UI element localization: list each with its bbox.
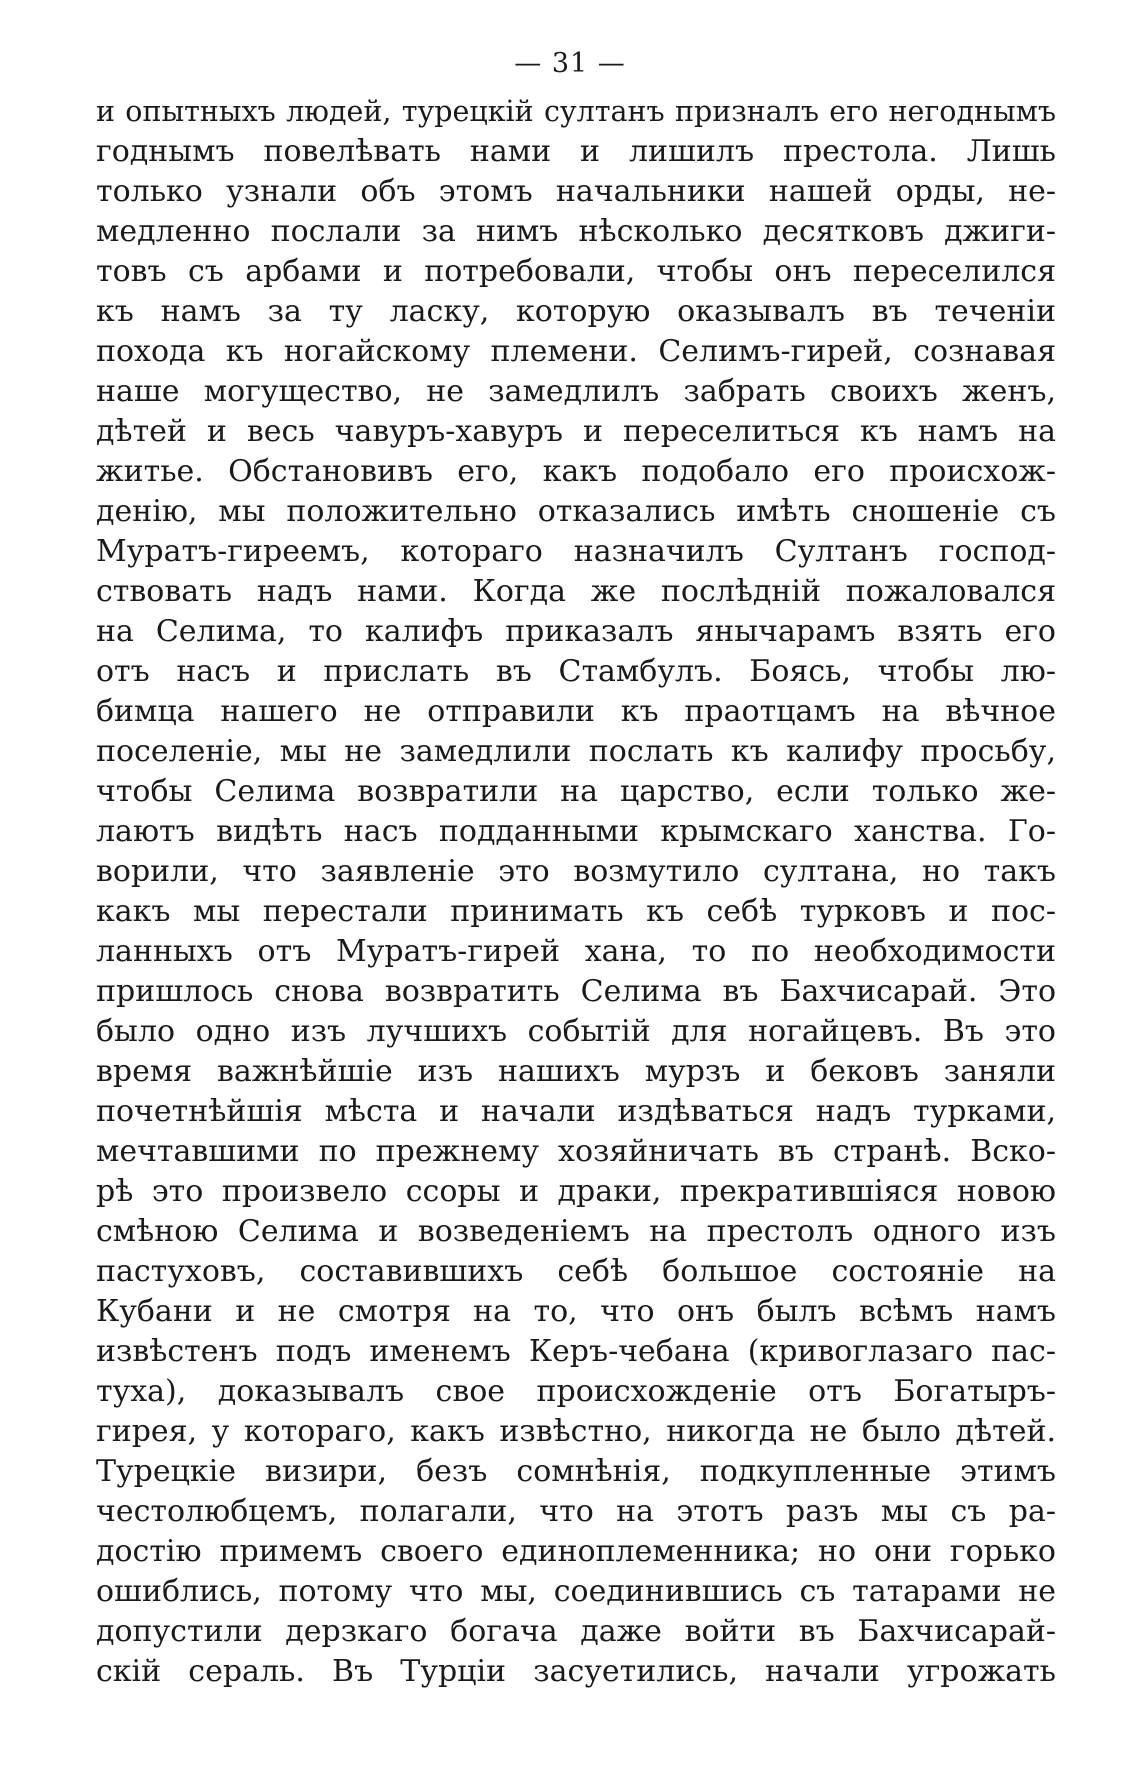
text-line: извѣстенъ подъ именемъ Керъ-чебана (кривоглазаго пас- [96, 1334, 1056, 1369]
text-line: допустили дерзкаго богача даже войти въ Бахчисарай- [96, 1614, 1056, 1649]
text-line: только узнали объ этомъ начальники нашей орды, не- [96, 174, 1056, 209]
text-line: отъ насъ и прислать въ Стамбулъ. Боясь, чтобы лю- [96, 654, 1056, 689]
page-number: — 31 — [514, 48, 626, 79]
text-line: лаютъ видѣть насъ подданными крымскаго ханства. Го- [96, 814, 1056, 849]
text-line: рѣ это произвело ссоры и драки, прекратившіяся новою [96, 1174, 1056, 1209]
text-line: какъ мы перестали принимать къ себѣ турковъ и пос- [96, 894, 1056, 929]
text-line: ворили, что заявленіе это возмутило султана, но такъ [96, 854, 1056, 889]
text-line: смѣною Селима и возведеніемъ на престолъ одного изъ [96, 1214, 1056, 1249]
text-line: житье. Обстановивъ его, какъ подобало его происхож- [96, 454, 1056, 489]
text-line: ствовать надъ нами. Когда же послѣдній пожаловался [96, 574, 1056, 609]
text-line: дѣтей и весь чавуръ-хавуръ и переселиться къ намъ на [96, 414, 1056, 449]
text-line: товъ съ арбами и потребовали, чтобы онъ переселился [96, 254, 1056, 289]
text-line: честолюбцемъ, полагали, что на этотъ разъ мы съ ра- [96, 1494, 1056, 1529]
text-line: мечтавшими по прежнему хозяйничать въ странѣ. Вско- [96, 1134, 1056, 1169]
text-line: Кубани и не смотря на то, что онъ былъ всѣмъ намъ [96, 1294, 1056, 1329]
text-line: пришлось снова возвратить Селима въ Бахчисарай. Это [96, 974, 1056, 1009]
text-line: достію примемъ своего единоплеменника; но они горько [96, 1534, 1056, 1569]
text-line: денію, мы положительно отказались имѣть сношеніе съ [96, 494, 1056, 529]
text-line: наше могущество, не замедлилъ забрать своихъ женъ, [96, 374, 1056, 409]
text-line: Муратъ-гиреемъ, котораго назначилъ Султанъ господ- [96, 534, 1056, 569]
text-line: почетнѣйшія мѣста и начали издѣваться надъ турками, [96, 1094, 1056, 1129]
text-line: годнымъ повелѣвать нами и лишилъ престола. Лишь [96, 134, 1056, 169]
text-line: поселеніе, мы не замедлили послать къ калифу просьбу, [96, 734, 1056, 769]
text-line: пастуховъ, составившихъ себѣ большое состояніе на [96, 1254, 1056, 1289]
text-line: Турецкіе визири, безъ сомнѣнія, подкупленные этимъ [96, 1454, 1056, 1489]
text-line: на Селима, то калифъ приказалъ янычарамъ взять его [96, 614, 1056, 649]
text-line: медленно послали за нимъ нѣсколько десятковъ джиги- [96, 214, 1056, 249]
text-line: похода къ ногайскому племени. Селимъ-гирей, сознавая [96, 334, 1056, 369]
text-line: къ намъ за ту ласку, которую оказывалъ въ теченіи [96, 294, 1056, 329]
text-line: гирея, у котораго, какъ извѣстно, никогда не было дѣтей. [96, 1414, 1056, 1449]
body-text [96, 92, 1056, 1692]
text-line: скій сераль. Въ Турціи засуетились, начали угрожать [96, 1654, 1056, 1689]
text-line: было одно изъ лучшихъ событій для ногайцевъ. Въ это [96, 1014, 1056, 1049]
text-line: время важнѣйшіе изъ нашихъ мурзъ и бековъ заняли [96, 1054, 1056, 1089]
text-line: туха), доказывалъ свое происхожденіе отъ Богатыръ- [96, 1374, 1056, 1409]
text-line: и опытныхъ людей, турецкій султанъ призналъ его негоднымъ [96, 95, 1056, 128]
text-line: чтобы Селима возвратили на царство, если только же- [96, 774, 1056, 809]
text-line: бимца нашего не отправили къ праотцамъ на вѣчное [96, 694, 1056, 729]
text-line: ошиблись, потому что мы, соединившись съ татарами не [96, 1574, 1056, 1609]
text-line: ланныхъ отъ Муратъ-гирей хана, то по необходимости [96, 934, 1056, 969]
